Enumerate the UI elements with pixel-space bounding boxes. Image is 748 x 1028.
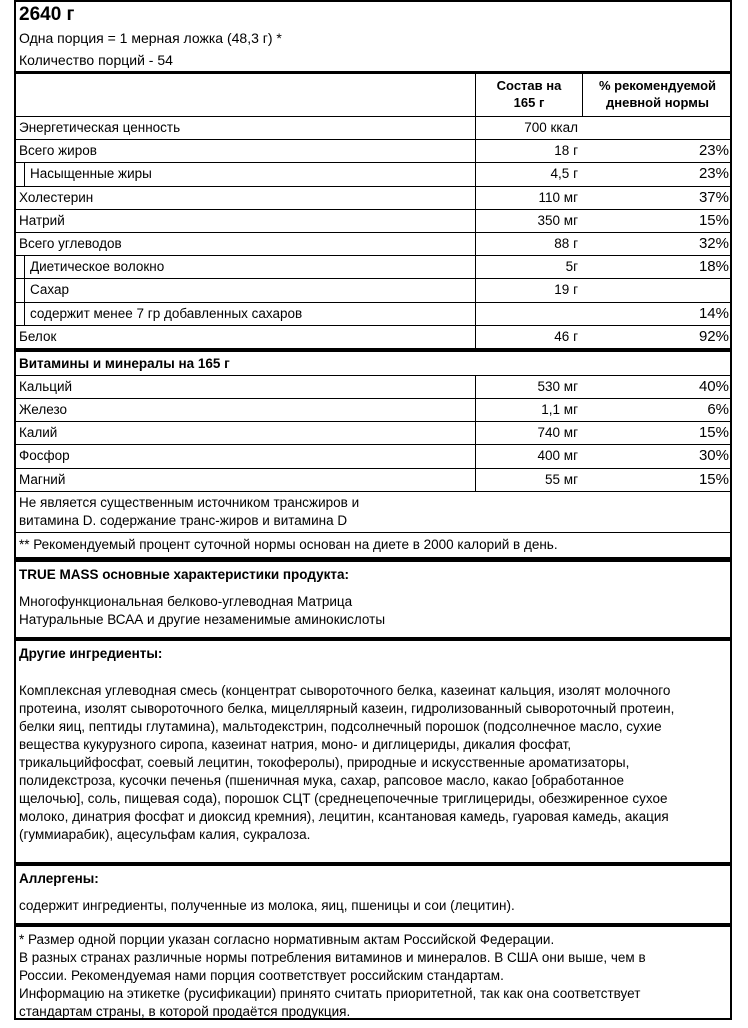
nutrient-daily-value: 32%	[698, 234, 729, 252]
nutrient-amount: 19 г	[475, 279, 583, 301]
table-row	[16, 376, 730, 399]
nutrient-name: Холестерин	[19, 189, 94, 205]
nutrient-name: Натрий	[19, 212, 65, 228]
table-row	[16, 233, 730, 256]
table-row	[16, 187, 730, 210]
nutrient-daily-value	[583, 279, 732, 301]
serving-size: Одна порция = 1 мерная ложка (48,3 г) *	[19, 30, 282, 46]
package-weight: 2640 г	[19, 4, 75, 25]
allergens-text: содержит ингредиенты, полученные из молока, яиц, пшеницы и сои (лецитин).	[19, 897, 515, 913]
nutrient-amount: 110 мг	[475, 187, 583, 209]
table-column-header	[16, 74, 730, 117]
nutrient-name: Магний	[19, 471, 66, 487]
indent-rule	[24, 303, 25, 325]
ingredients-line: трикальцийфосфат, соевый лецитин, токоферолы), природные и искусственные ароматизаторы,	[19, 754, 630, 770]
amount-column-header: Состав на 165 г	[475, 74, 583, 116]
nutrient-name: Всего жиров	[19, 143, 97, 159]
table-row	[16, 445, 730, 468]
ingredients-line: вещества кукурузного сиропа, казеинат натрия, моно- и диглицериды, дикалия фосфат,	[19, 736, 572, 752]
nutrient-daily-value: 23%	[698, 165, 729, 183]
table-row	[16, 117, 730, 140]
footnote-line: В разных странах различные нормы потребления витаминов и минералов. В США они выше, чем в	[19, 949, 646, 965]
ingredients-line: (гуммиарабик), ацесульфам калия, сукралоза.	[19, 826, 311, 842]
table-row	[16, 210, 730, 233]
nutrient-daily-value: 37%	[698, 188, 729, 206]
features-title: TRUE MASS основные характеристики продукта:	[19, 566, 349, 582]
footnote-line: * Размер одной порции указан согласно нормативным актам Российской Федерации.	[19, 931, 555, 947]
nutrient-daily-value: 23%	[698, 142, 729, 160]
nutrient-name: содержит менее 7 гр добавленных сахаров	[30, 305, 303, 321]
footnote-text	[16, 927, 730, 1021]
table-row	[16, 469, 730, 492]
nutrient-daily-value: 92%	[698, 327, 729, 345]
nutrient-name: Сахар	[30, 282, 70, 298]
nutrient-name: Всего углеводов	[19, 235, 122, 251]
nutrient-amount: 5г	[475, 256, 583, 278]
table-row	[16, 256, 730, 279]
ingredients-line: белки яиц, пептиды глутамина), мальтодекстрин, подсолнечный порошок (подсолнечное масло, сухие	[19, 718, 662, 734]
nutrient-name: Калий	[19, 425, 58, 441]
nutrient-name: Кальций	[19, 378, 73, 394]
nutrient-amount: 88 г	[475, 233, 583, 255]
nutrient-daily-value: 30%	[698, 447, 729, 465]
ingredients-line: щелочью], соль, пищевая сода), порошок СЦТ (среднецепочечные триглицериды, обезжиренное сухое	[19, 790, 668, 806]
nutrient-amount: 55 мг	[475, 469, 583, 491]
servings-count: Количество порций - 54	[19, 52, 173, 68]
table-row	[16, 279, 730, 302]
footnote-line: стандартам страны, в которой продаётся продукция.	[19, 1003, 351, 1019]
nutrient-amount: 530 мг	[475, 376, 583, 398]
vitamins-table	[16, 376, 730, 492]
nutrient-amount: 740 мг	[475, 422, 583, 444]
table-row	[16, 422, 730, 445]
indent-rule	[24, 279, 25, 301]
nutrient-name: Белок	[19, 328, 57, 344]
nutrient-daily-value: 15%	[698, 211, 729, 229]
nutrient-amount	[475, 303, 583, 325]
trans-fat-note: Не является существенным источником трансжиров и витамина D. содержание транс-жиров и витамина D	[16, 492, 730, 533]
daily-value-note: ** Рекомендуемый процент суточной нормы основан на диете в 2000 калорий в день.	[16, 533, 730, 558]
daily-value-column-header: % рекомендуемой дневной нормы	[598, 78, 717, 110]
nutrient-daily-value: 15%	[698, 470, 729, 488]
table-row	[16, 140, 730, 163]
ingredients-line: протеина, изолят сывороточного белка, мицеллярный казеин, гидролизованный сывороточный протеин,	[19, 700, 675, 716]
nutrient-daily-value	[583, 117, 732, 139]
nutrient-daily-value: 6%	[707, 401, 729, 419]
nutrition-label	[14, 0, 732, 1020]
ingredients-line: молоко, динатрия фосфат и диоксид кремния), лецитин, ксантановая камедь, гуаровая камедь, акация	[19, 808, 669, 824]
nutrient-amount: 1,1 мг	[475, 399, 583, 421]
nutrient-daily-value: 15%	[698, 424, 729, 442]
nutrient-table	[16, 117, 730, 349]
indent-rule	[24, 163, 25, 185]
feature-line-2: Натуральные ВСАА и другие незаменимые аминокислоты	[19, 611, 386, 627]
nutrient-name: Диетическое волокно	[30, 259, 165, 275]
ingredients-title: Другие ингредиенты:	[19, 645, 163, 661]
nutrient-amount: 46 г	[475, 326, 583, 348]
feature-line-1: Многофункциональная белково-углеводная Матрица	[19, 593, 353, 609]
nutrient-amount: 350 мг	[475, 210, 583, 232]
nutrient-daily-value: 14%	[698, 304, 729, 322]
nutrient-amount: 700 ккал	[475, 117, 583, 139]
nutrient-amount: 18 г	[475, 140, 583, 162]
nutrient-daily-value: 18%	[698, 258, 729, 276]
nutrient-name: Насыщенные жиры	[30, 166, 152, 182]
nutrient-name: Фосфор	[19, 448, 70, 464]
nutrient-name: Железо	[19, 402, 67, 418]
table-row	[16, 326, 730, 349]
footnote-line: Информацию на этикетке (русификации) принято считать приоритетной, так как она соответствует	[19, 985, 641, 1001]
table-row	[16, 163, 730, 186]
vitamins-header: Витамины и минералы на 165 г	[16, 349, 730, 376]
nutrient-daily-value: 40%	[698, 377, 729, 395]
nutrient-name: Энергетическая ценность	[19, 120, 181, 135]
footnote-line: России. Рекомендуемая нами порция соответствует российским стандартам.	[19, 967, 504, 983]
ingredients-line: полидекстроза, кусочки печенья (пшеничная мука, сахар, рапсовое масло, какао [обработанное	[19, 772, 625, 788]
nutrient-amount: 400 мг	[475, 445, 583, 467]
ingredients-line: Комплексная углеводная смесь (концентрат сывороточного белка, казеинат кальция, изолят молочного	[19, 682, 671, 698]
allergens-title: Аллергены:	[19, 870, 99, 886]
ingredients-text	[16, 664, 730, 862]
table-row	[16, 303, 730, 326]
indent-rule	[24, 256, 25, 278]
nutrient-amount: 4,5 г	[475, 163, 583, 185]
table-row	[16, 399, 730, 422]
